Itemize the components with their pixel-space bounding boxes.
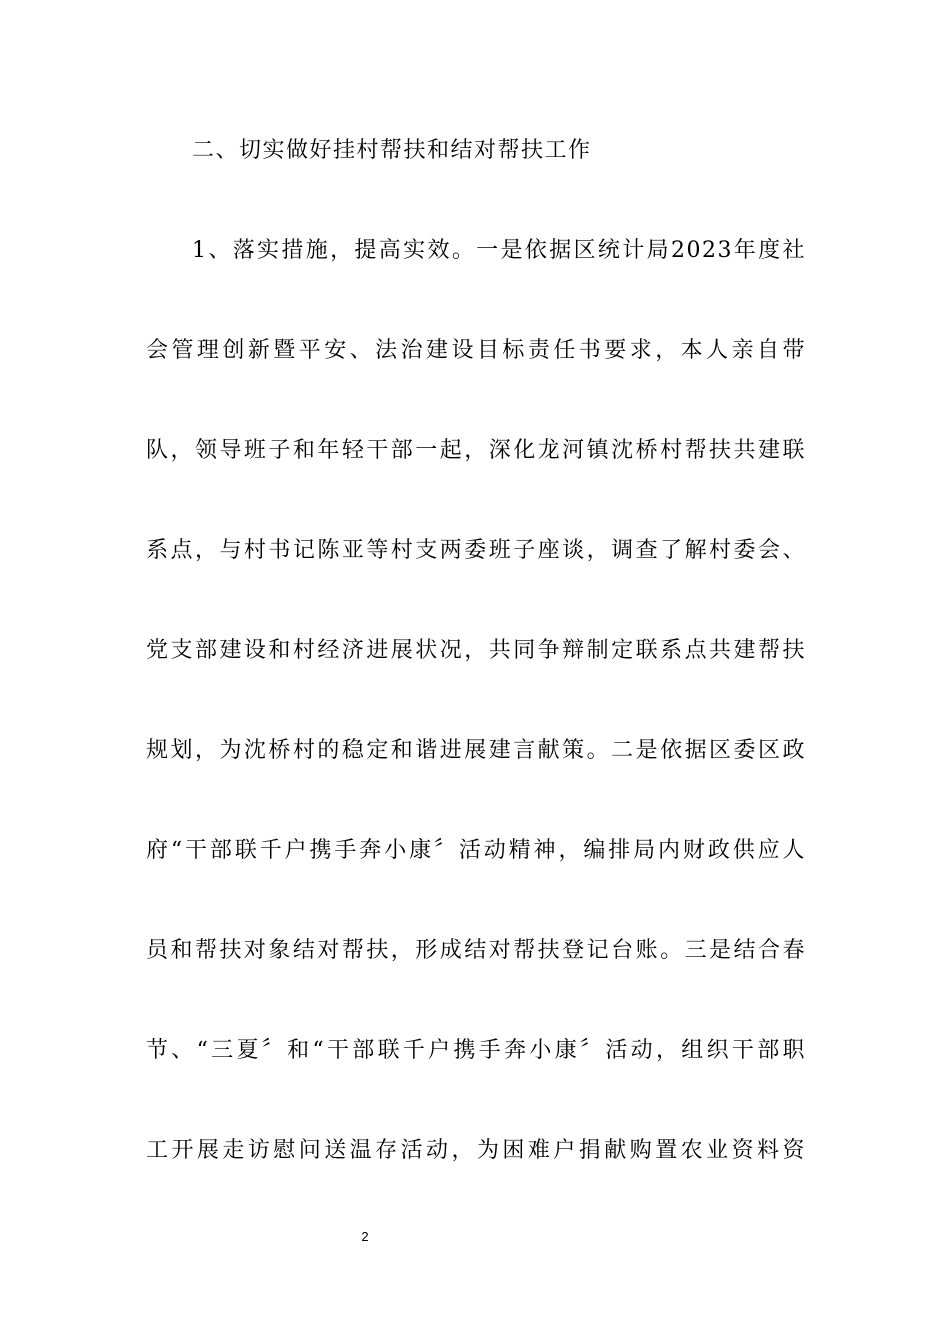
paragraph-line: 节、“三夏〞和“干部联千户携手奔小康〞活动，组织干部职 bbox=[146, 1038, 806, 1063]
paragraph-line: 队，领导班子和年轻干部一起，深化龙河镇沈桥村帮扶共建联 bbox=[146, 438, 806, 463]
paragraph-line: 府“干部联千户携手奔小康〞活动精神，编排局内财政供应人 bbox=[146, 838, 806, 863]
paragraph-line: 员和帮扶对象结对帮扶，形成结对帮扶登记台账。三是结合春 bbox=[146, 938, 806, 963]
paragraph-line: 规划，为沈桥村的稳定和谐进展建言献策。二是依据区委区政 bbox=[146, 738, 806, 763]
paragraph-line: 系点，与村书记陈亚等村支两委班子座谈，调查了解村委会、 bbox=[146, 538, 806, 563]
section-heading: 二、切实做好挂村帮扶和结对帮扶工作 bbox=[192, 138, 592, 163]
paragraph-line: 会管理创新暨平安、法治建设目标责任书要求，本人亲自带 bbox=[146, 338, 806, 363]
paragraph-line: 工开展走访慰问送温存活动，为困难户捐献购置农业资料资 bbox=[146, 1138, 806, 1163]
paragraph-line: 党支部建设和村经济进展状况，共同争辩制定联系点共建帮扶 bbox=[146, 638, 806, 663]
page-number: 2 bbox=[361, 1229, 369, 1244]
paragraph-line: 1、落实措施，提高实效。一是依据区统计局2023年度社 bbox=[192, 238, 806, 263]
